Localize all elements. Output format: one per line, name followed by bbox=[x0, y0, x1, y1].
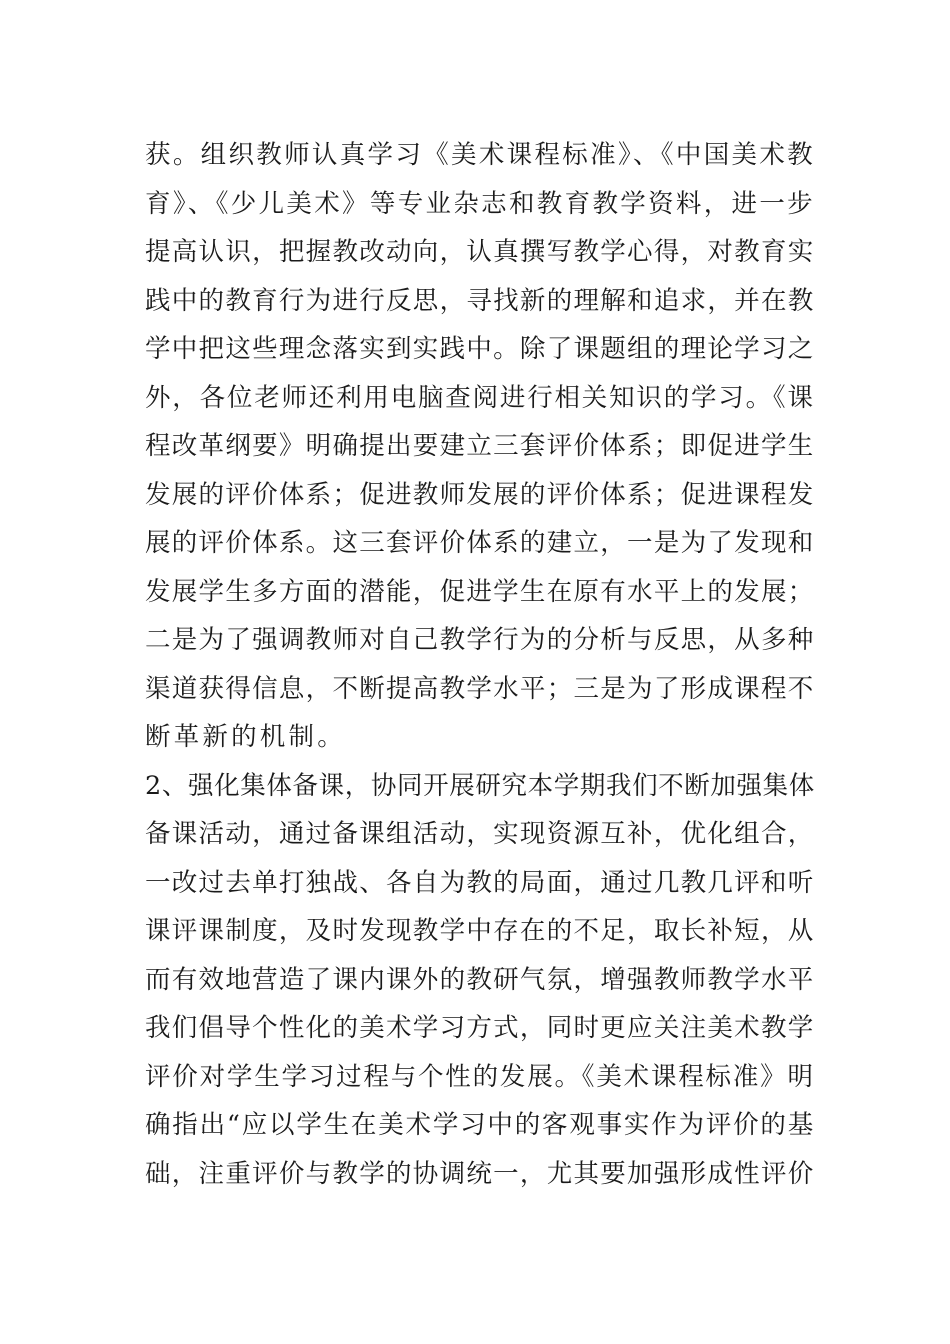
text-line: 二是为了强调教师对自己教学行为的分析与反思，从多种 bbox=[145, 625, 815, 655]
text-line: 一改过去单打独战、各自为教的局面，通过几教几评和听 bbox=[145, 867, 815, 898]
text-line: 课评课制度，及时发现教学中存在的不足，取长补短，从 bbox=[145, 916, 815, 946]
text-line: 确指出“应以学生在美术学习中的客观事实作为评价的基 bbox=[145, 1110, 816, 1140]
text-line: 础，注重评价与教学的协调统一，尤其要加强形成性评价 bbox=[145, 1158, 815, 1189]
text-line: 渠道获得信息，不断提高教学水平；三是为了形成课程不 bbox=[145, 673, 815, 704]
text-line: 我们倡导个性化的美术学习方式，同时更应关注美术教学 bbox=[145, 1013, 815, 1043]
text-line: 备课活动，通过备课组活动，实现资源互补，优化组合， bbox=[145, 819, 815, 849]
text-line: 获。组织教师认真学习《美术课程标准》、《中国美术教 bbox=[145, 140, 816, 170]
body-text bbox=[145, 131, 815, 1198]
text-line: 而有效地营造了课内课外的教研气氛，增强教师教学水平 bbox=[145, 964, 815, 995]
text-line: 发展的评价体系；促进教师发展的评价体系；促进课程发 bbox=[145, 479, 815, 510]
text-line: 断革新的机制。 bbox=[145, 722, 346, 752]
text-line: 外，各位老师还利用电脑查阅进行相关知识的学习。《课 bbox=[145, 382, 815, 413]
text-line: 发展学生多方面的潜能，促进学生在原有水平上的发展； bbox=[145, 576, 815, 607]
text-line: 程改革纲要》明确提出要建立三套评价体系；即促进学生 bbox=[145, 431, 815, 461]
text-line: 评价对学生学习过程与个性的发展。《美术课程标准》明 bbox=[145, 1061, 815, 1092]
text-line: 学中把这些理念落实到实践中。除了课题组的理论学习之 bbox=[145, 334, 815, 364]
text-line: 展的评价体系。这三套评价体系的建立，一是为了发现和 bbox=[145, 528, 815, 558]
text-line: 提高认识，把握教改动向，认真撰写教学心得，对教育实 bbox=[145, 237, 815, 267]
text-line: 育》、《少儿美术》等专业杂志和教育教学资料，进一步 bbox=[145, 188, 816, 219]
text-line: 践中的教育行为进行反思，寻找新的理解和追求，并在教 bbox=[145, 285, 815, 316]
text-line: 2、强化集体备课，协同开展研究本学期我们不断加强集体 bbox=[145, 770, 815, 801]
